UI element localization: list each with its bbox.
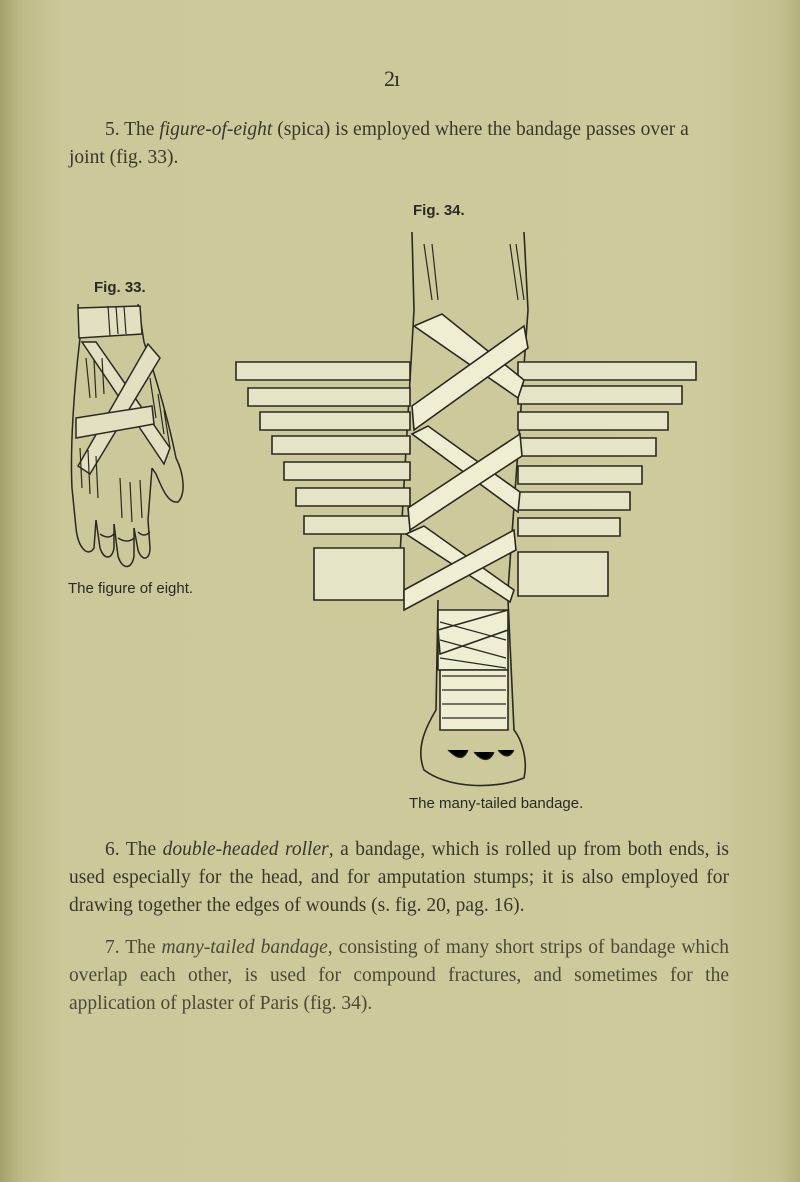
fig-34-caption: The many-tailed bandage. bbox=[409, 795, 584, 812]
fig-33-caption: The figure of eight. bbox=[68, 580, 194, 597]
paragraph-7-lead: 7. The bbox=[105, 937, 162, 958]
paragraph-5-lead: 5. The bbox=[105, 119, 160, 140]
paragraph-7 bbox=[69, 934, 729, 1018]
paragraph-6 bbox=[69, 836, 729, 920]
paragraph-7-term: many-tailed bandage, bbox=[161, 937, 333, 958]
paragraph-6-lead: 6. The bbox=[105, 839, 163, 860]
page-number: 2ı bbox=[384, 66, 400, 91]
paragraph-5-term: figure-of-eight bbox=[159, 119, 273, 140]
paragraph-6-body: , a bandage, which is rolled up from both ends, is used especially for the head, and for amputation stumps; it is also employed for drawing together the edges of wounds (s. fig. 20, pag. 16). bbox=[69, 839, 730, 916]
paragraph-6-term: double-headed roller bbox=[162, 839, 329, 860]
fig-33-label: Fig. 33. bbox=[94, 279, 146, 296]
paragraph-7-body: consisting of many short strips of bandage which overlap each other, is used for compound fractures, and sometimes for the application of plaster of Paris (fig. 34). bbox=[69, 937, 729, 1014]
fig-34-leg-illustration bbox=[228, 230, 708, 790]
fig-34-label: Fig. 34. bbox=[413, 202, 465, 219]
paragraph-5 bbox=[69, 116, 729, 172]
paragraph-5-body: (spica) is employed where the bandage passes over a joint (fig. 33). bbox=[69, 119, 689, 168]
fig-33-hand-illustration bbox=[60, 298, 200, 588]
